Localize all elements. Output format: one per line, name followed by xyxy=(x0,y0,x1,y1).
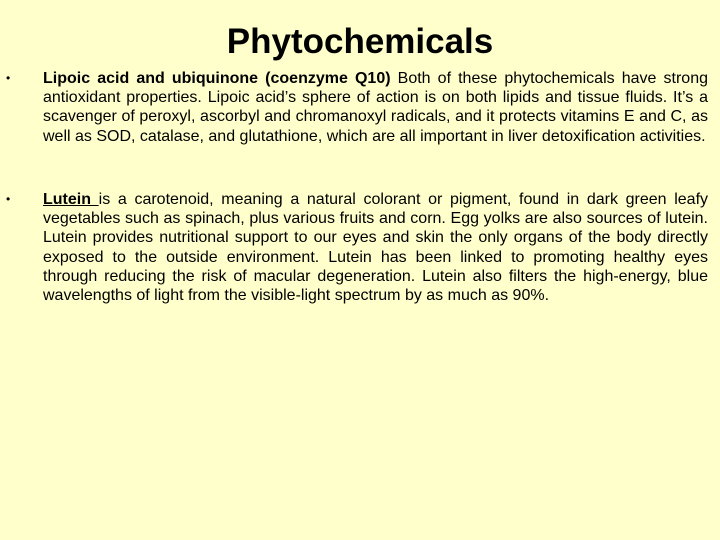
bullet-text xyxy=(43,69,708,146)
bullet-marker: • xyxy=(6,192,11,206)
bullet-item-lipoic-acid xyxy=(0,69,720,190)
bullet-item-lutein xyxy=(0,190,720,350)
bullet-lead: Lipoic acid and ubiquinone (coenzyme Q10) xyxy=(43,70,391,87)
slide-title: Phytochemicals xyxy=(226,22,494,61)
bullet-lead: Lutein xyxy=(43,191,99,208)
bullet-body: is a carotenoid, meaning a natural colorant or pigment, found in dark green leafy vegetables such as spinach, plus various fruits and corn. Egg yolks are also sources of lutein. Lutein provides nutritional support to our eyes and skin the only organs of the body directly exposed to the outside environment. Lutein has been linked to promoting healthy eyes through reducing the risk of macular degeneration. Lutein also filters the high-energy, blue wavelengths of light from the visible-light spectrum by as much as 90%. xyxy=(43,191,709,305)
bullet-list xyxy=(0,69,720,350)
bullet-body: Both of these phytochemicals have strong antioxidant properties. Lipoic acid’s sphere of action is on both lipids and tissue fluids. It’s a scavenger of peroxyl, ascorbyl and chromanoxyl radicals, and it protects vitamins E and C, as well as SOD, catalase, and glutathione, which are all important in liver detoxification activities. xyxy=(43,70,708,145)
bullet-marker: • xyxy=(6,71,11,85)
bullet-text xyxy=(43,190,708,305)
